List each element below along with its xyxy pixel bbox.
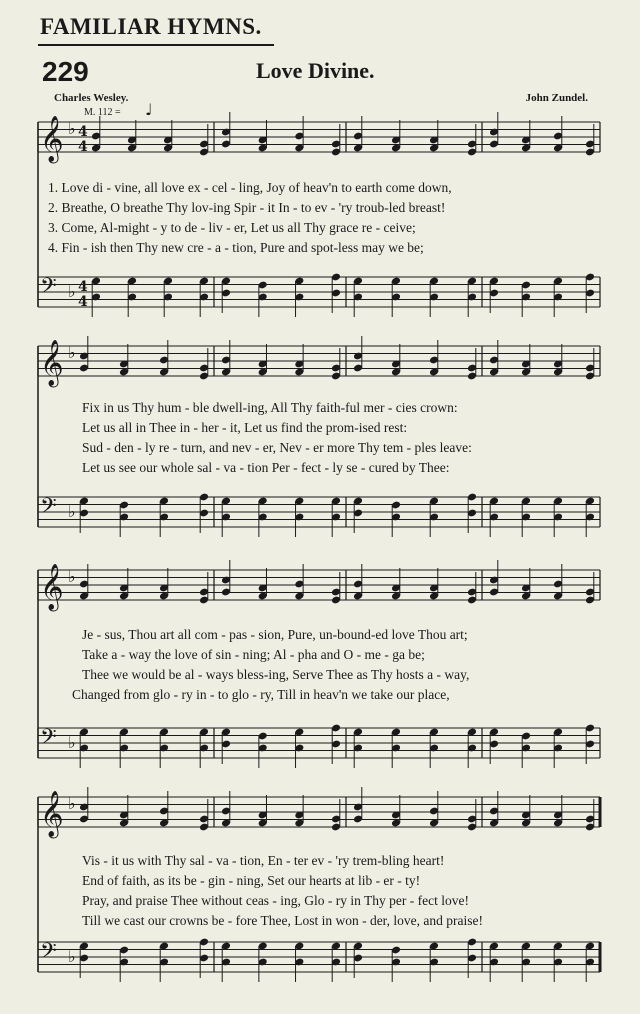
- lyric-line: End of faith, as its be - gin - ning, Set our hearts at lib - er - ty!: [82, 873, 421, 888]
- treble-clef-icon: 𝄞: [40, 564, 64, 610]
- hymn-title: Love Divine.: [256, 58, 375, 83]
- lyric-line: 1. Love di - vine, all love ex - cel - ling, Joy of heav'n to earth come down,: [48, 180, 452, 195]
- bass-clef-icon: 𝄢: [40, 725, 57, 755]
- lyric-line: Thee we would be al - ways bless-ing, Serve Thee as Thy hosts a - way,: [82, 667, 470, 682]
- tempo-note-icon: ♩: [145, 100, 153, 119]
- lyric-line: Take a - way the love of sin - ning; Al - pha and O - me - ga be;: [82, 647, 425, 662]
- lyric-line: Fix in us Thy hum - ble dwell-ing, All Thy faith-ful mer - cies crown:: [82, 400, 458, 415]
- lyric-line: Let us all in Thee in - her - it, Let us find the prom-ised rest:: [82, 420, 408, 435]
- lyric-line: Let us see our whole sal - va - tion Per - fect - ly se - cured by Thee:: [82, 460, 450, 475]
- page-header-title: FAMILIAR HYMNS.: [40, 14, 262, 39]
- lyric-line: Je - sus, Thou art all com - pas - sion, Pure, un-bound-ed love Thou art;: [82, 627, 468, 642]
- lyric-line: 3. Come, Al-might - y to de - liv - er, Let us all Thy grace re - ceive;: [48, 220, 416, 235]
- key-flat-icon: ♭: [68, 502, 76, 521]
- time-signature-bottom: 4: [78, 294, 88, 310]
- time-signature-bottom: 4: [78, 139, 88, 155]
- lyric-line: Vis - it us with Thy sal - va - tion, En - ter ev - 'ry trem-bling heart!: [82, 853, 445, 868]
- lyric-line: Pray, and praise Thee without ceas - ing, Glo - ry in Thy per - fect love!: [82, 893, 470, 908]
- time-signature-top: 4: [78, 279, 88, 295]
- key-flat-icon: ♭: [68, 119, 76, 138]
- key-flat-icon: ♭: [68, 343, 76, 362]
- bass-clef-icon: 𝄢: [40, 274, 57, 304]
- key-flat-icon: ♭: [68, 282, 76, 301]
- bass-clef-icon: 𝄢: [40, 939, 57, 969]
- key-flat-icon: ♭: [68, 567, 76, 586]
- author-credit: Charles Wesley.: [54, 92, 129, 104]
- lyric-line: Changed from glo - ry in - to glo - ry, Till in heav'n we take our place,: [72, 687, 450, 702]
- time-signature-top: 4: [78, 124, 88, 140]
- bass-clef-icon: 𝄢: [40, 494, 57, 524]
- hymn-number: 229: [42, 56, 89, 87]
- lyric-line: 2. Breathe, O breathe Thy lov-ing Spir - it In - to ev - 'ry troub-led breast!: [48, 200, 446, 215]
- tempo-marking: M. 112 =: [84, 107, 121, 118]
- key-flat-icon: ♭: [68, 733, 76, 752]
- lyric-line: Till we cast our crowns be - fore Thee, Lost in won - der, love, and praise!: [82, 913, 483, 928]
- key-flat-icon: ♭: [68, 794, 76, 813]
- treble-clef-icon: 𝄞: [40, 340, 64, 386]
- key-flat-icon: ♭: [68, 947, 76, 966]
- treble-clef-icon: 𝄞: [40, 791, 64, 837]
- lyric-line: 4. Fin - ish then Thy new cre - a - tion, Pure and spot-less may we be;: [48, 240, 424, 255]
- treble-clef-icon: 𝄞: [40, 116, 64, 162]
- lyric-line: Sud - den - ly re - turn, and nev - er, Nev - er more Thy tem - ples leave:: [82, 440, 472, 455]
- composer-credit: John Zundel.: [525, 92, 588, 104]
